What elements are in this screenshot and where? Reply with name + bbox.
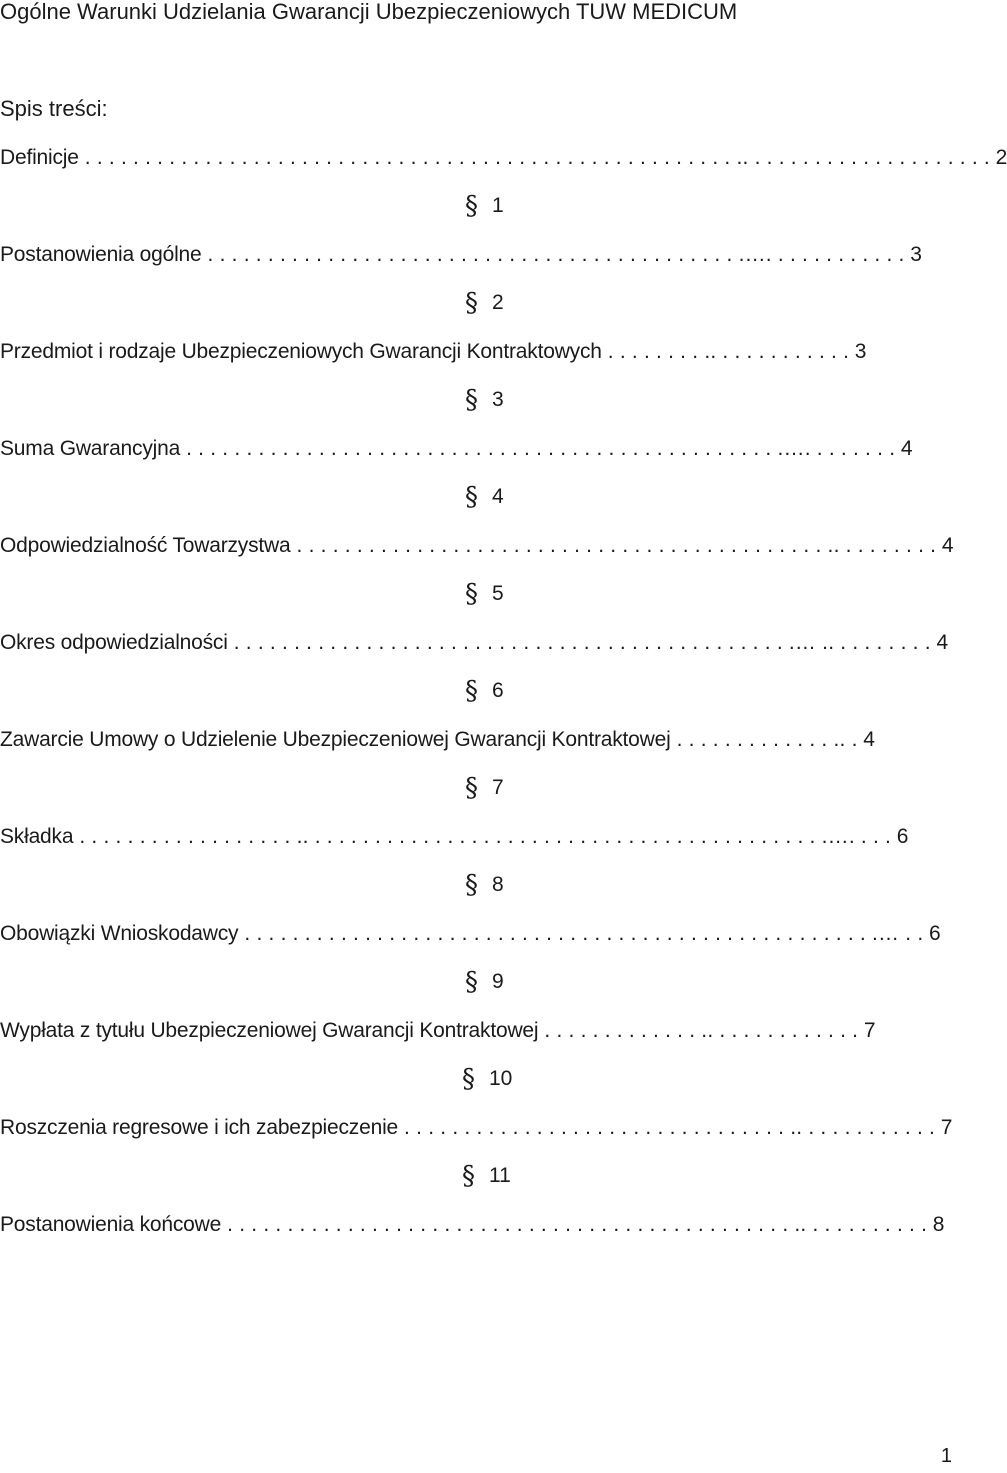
toc-entry-page: 7: [863, 1019, 876, 1042]
section-number: 11: [489, 1164, 511, 1187]
toc-entry-label: Postanowienia ogólne: [0, 243, 202, 266]
toc-entry-page: 2: [995, 146, 1007, 169]
toc-leader-dots: . . . . . . . . . . . . . . . . . . . . . . . . . . . . . . . . . . . . . . . . . . . . . . . . . . . . .… . .: [238, 922, 924, 945]
section-marker: [465, 483, 504, 511]
section-sign-icon: §: [465, 967, 478, 997]
toc-entry-label: Okres odpowiedzialności: [0, 631, 228, 654]
toc-entry-page: 4: [863, 728, 875, 751]
section-number: 10: [489, 1067, 513, 1090]
section-sign-icon: §: [465, 191, 478, 221]
toc-entry[interactable]: [0, 629, 948, 657]
section-sign-icon: §: [465, 288, 478, 318]
toc-entry-label: Obowiązki Wnioskodawcy: [0, 922, 239, 945]
toc-entry-page: 8: [932, 1213, 945, 1236]
toc-entry-page: 3: [910, 243, 922, 266]
document-title: Ogólne Warunki Udzielania Gwarancji Ubezpieczeniowych TUW MEDICUM: [0, 0, 738, 24]
toc-entry-page: 3: [854, 340, 867, 363]
toc-entry[interactable]: [0, 726, 875, 754]
toc-entry[interactable]: [0, 338, 866, 366]
toc-heading: Spis treści:: [0, 96, 108, 121]
toc-entry[interactable]: [0, 241, 922, 269]
section-sign-icon: §: [465, 676, 478, 706]
section-number: 9: [492, 970, 504, 993]
toc-entry[interactable]: [0, 435, 912, 463]
section-marker: [465, 192, 504, 220]
toc-entry[interactable]: [0, 144, 1007, 172]
toc-entry-page: 7: [940, 1116, 953, 1139]
toc-entry[interactable]: [0, 532, 953, 560]
section-number: 2: [492, 291, 504, 314]
section-number: 6: [492, 679, 504, 702]
toc-entry-page: 4: [900, 437, 913, 460]
toc-entry-label: Odpowiedzialność Towarzystwa: [0, 534, 291, 557]
toc-entry-page: 6: [896, 825, 909, 848]
toc-leader-dots: . . . . . . . . . . . . . .. . . . . . . . . . . . .: [538, 1019, 859, 1042]
toc-leader-dots: . . . . . . . . . . . . . . . . . . . . . . . . . . . . . . . . . . . . . . . . . . . . . . . . . . . . . . .. . . . . . . . . . . . . . . . . . . . .: [78, 146, 990, 169]
toc-entry-label: Przedmiot i rodzaje Ubezpieczeniowych Gwarancji Kontraktowych: [0, 340, 602, 363]
section-marker: [465, 871, 504, 899]
toc-leader-dots: . . . . . . . . . . . . . . . . . . . . . . . . . . . . . . . . . . . . . . . . . . . . . . . . . .…. . . . . . . .: [180, 437, 896, 460]
toc-entry[interactable]: [0, 823, 908, 851]
section-number: 3: [492, 388, 504, 411]
section-marker: [465, 289, 504, 317]
section-sign-icon: §: [465, 482, 478, 512]
section-number: 1: [492, 194, 504, 217]
section-marker: [465, 386, 504, 414]
section-number: 7: [492, 776, 504, 799]
toc-entry-label: Zawarcie Umowy o Udzielenie Ubezpieczeniowej Gwarancji Kontraktowej: [0, 728, 671, 751]
section-sign-icon: §: [465, 773, 478, 803]
page-number: 1: [940, 1445, 952, 1467]
toc-entry[interactable]: [0, 1017, 875, 1045]
toc-entry[interactable]: [0, 1114, 952, 1142]
toc-leader-dots: . . . . . . . . . . . . . . . . . . . . . . . . . . . . . . . . . . . . . . . . . . . . .…. . . . . . . . . . . .: [201, 243, 905, 266]
toc-leader-dots: . . . . . . . . . . . . . . . . . . .. . . . . . . . . . . . . . . . . . . . . . . . . . . . . . . . . . . . . . . . . . . .…. . . .: [73, 825, 892, 848]
toc-leader-dots: . . . . . . . . . . . . . . . . . . . . . . . . . . . . . . . . . . . . . . . . . . . . .. . . . . . . . .: [290, 534, 937, 557]
section-sign-icon: §: [462, 1161, 475, 1191]
section-marker: [465, 677, 504, 705]
toc-entry[interactable]: [0, 920, 940, 948]
section-sign-icon: §: [465, 385, 478, 415]
section-sign-icon: §: [465, 579, 478, 609]
toc-entry-page: 4: [936, 631, 948, 654]
section-marker: [465, 968, 504, 996]
section-number: 8: [492, 873, 504, 896]
toc-leader-dots: . . . . . . . . . . . . . . . . . . . . . . . . . . . . . . . . . . . . . . . . . . . . . . .… .. . . . . . . . .: [227, 631, 931, 654]
toc-entry-label: Postanowienia końcowe: [0, 1213, 222, 1236]
toc-entry-page: 4: [941, 534, 954, 557]
section-sign-icon: §: [462, 1064, 475, 1094]
section-marker: [465, 580, 504, 608]
toc-entry[interactable]: [0, 1211, 944, 1239]
toc-entry-label: Definicje: [0, 146, 79, 169]
toc-entry-label: Roszczenia regresowe i ich zabezpieczenie: [0, 1116, 399, 1139]
section-marker: [462, 1065, 512, 1093]
toc-entry-label: Składka: [0, 825, 74, 848]
section-number: 5: [492, 582, 504, 605]
toc-entry-label: Wypłata z tytułu Ubezpieczeniowej Gwarancji Kontraktowej: [0, 1019, 539, 1042]
toc-leader-dots: . . . . . . . . . . . . . .. .: [670, 728, 858, 751]
section-number: 4: [492, 485, 504, 508]
section-marker: [462, 1162, 511, 1190]
section-marker: [465, 774, 504, 802]
toc-entry-label: Suma Gwarancyjna: [0, 437, 181, 460]
section-sign-icon: §: [465, 870, 478, 900]
toc-leader-dots: . . . . . . . . .. . . . . . . . . . . .: [601, 340, 850, 363]
toc-entry-page: 6: [929, 922, 941, 945]
toc-leader-dots: . . . . . . . . . . . . . . . . . . . . . . . . . . . . . . . . .. . . . . . . . . . . .: [398, 1116, 936, 1139]
toc-leader-dots: . . . . . . . . . . . . . . . . . . . . . . . . . . . . . . . . . . . . . . . . . . . . . . . .. . . . . . . . . . .: [221, 1213, 928, 1236]
